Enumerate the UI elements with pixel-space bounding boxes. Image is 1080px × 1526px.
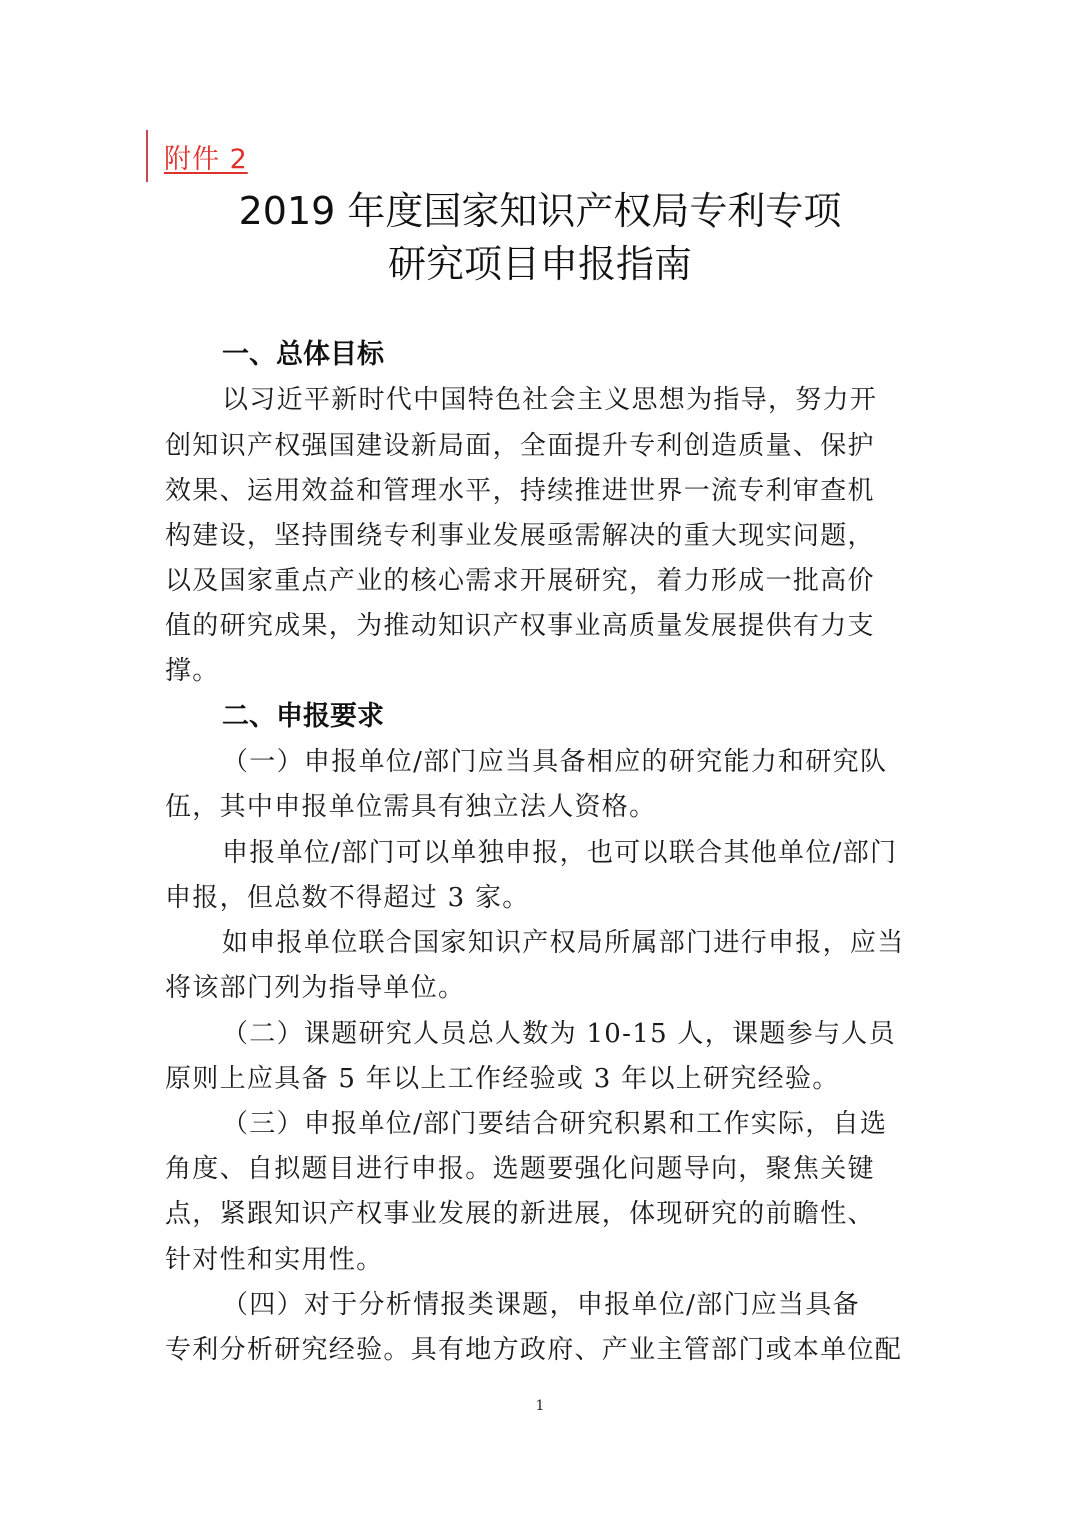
paragraph-line: 角度、自拟题目进行申报。选题要强化问题导向，聚焦关键	[165, 1154, 875, 1184]
paragraph-line: 伍，其中申报单位需具有独立法人资格。	[165, 792, 657, 822]
paragraph-line: 以习近平新时代中国特色社会主义思想为指导，努力开	[222, 385, 878, 415]
paragraph-line: 值的研究成果，为推动知识产权事业高质量发展提供有力支	[165, 611, 875, 641]
paragraph-line: （二）课题研究人员总人数为 10-15 人，课题参与人员	[222, 1019, 896, 1049]
paragraph-line: 申报，但总数不得超过 3 家。	[165, 883, 530, 913]
section-heading-application-requirements: 二、申报要求	[222, 701, 384, 732]
paragraph-line: 效果、运用效益和管理水平，持续推进世界一流专利审查机	[165, 476, 875, 506]
document-title-line-1: 2019 年度国家知识产权局专利专项	[238, 189, 842, 233]
paragraph-line: 如申报单位联合国家知识产权局所属部门进行申报，应当	[222, 928, 905, 958]
paragraph-line: （四）对于分析情报类课题，申报单位/部门应当具备	[222, 1290, 860, 1320]
paragraph-line: （一）申报单位/部门应当具备相应的研究能力和研究队	[222, 747, 888, 777]
paragraph-line: 针对性和实用性。	[165, 1245, 384, 1275]
paragraph-line: 撑。	[165, 656, 220, 686]
attachment-label: 附件 2	[164, 144, 248, 175]
document-title-line-2: 研究项目申报指南	[387, 242, 692, 286]
section-heading-overall-goals: 一、总体目标	[222, 339, 384, 370]
page-number: 1	[535, 1398, 545, 1414]
paragraph-line: （三）申报单位/部门要结合研究积累和工作实际，自选	[222, 1109, 888, 1139]
paragraph-line: 创知识产权强国建设新局面，全面提升专利创造质量、保护	[165, 431, 875, 461]
paragraph-line: 构建设，坚持围绕专利事业发展亟需解决的重大现实问题，	[165, 521, 875, 551]
paragraph-line: 以及国家重点产业的核心需求开展研究，着力形成一批高价	[165, 566, 875, 596]
paragraph-line: 专利分析研究经验。具有地方政府、产业主管部门或本单位配	[165, 1335, 903, 1365]
margin-mark	[146, 130, 148, 182]
paragraph-line: 将该部门列为指导单位。	[165, 973, 466, 1003]
paragraph-line: 点，紧跟知识产权事业发展的新进展，体现研究的前瞻性、	[165, 1199, 875, 1229]
paragraph-line: 申报单位/部门可以单独申报，也可以联合其他单位/部门	[222, 838, 898, 868]
paragraph-line: 原则上应具备 5 年以上工作经验或 3 年以上研究经验。	[165, 1064, 840, 1094]
